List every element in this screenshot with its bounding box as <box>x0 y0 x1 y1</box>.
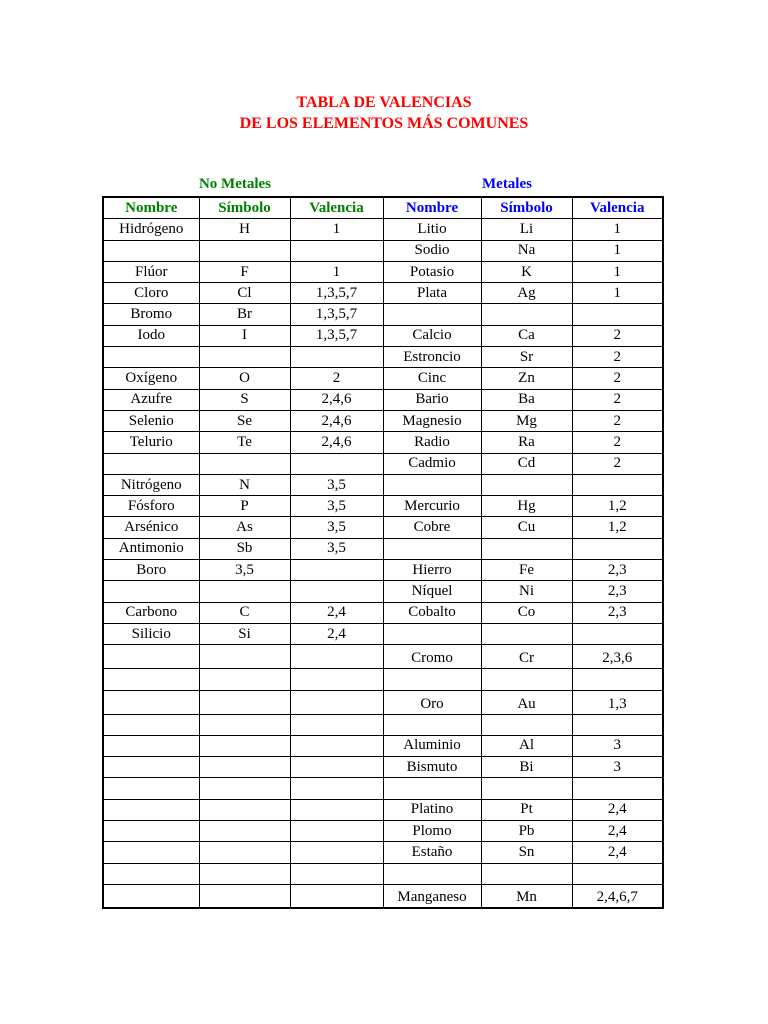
cell-simbolo-no-metal: N <box>199 474 290 495</box>
cell-valencia-metal <box>572 474 663 495</box>
cell-valencia-no-metal: 3,5 <box>290 474 383 495</box>
cell-simbolo-no-metal <box>199 690 290 714</box>
header-valencia-no-metales: Valencia <box>290 197 383 219</box>
cell-valencia-no-metal <box>290 645 383 669</box>
cell-simbolo-no-metal <box>199 714 290 735</box>
cell-simbolo-metal: Ba <box>481 389 572 410</box>
cell-simbolo-no-metal <box>199 799 290 820</box>
cell-nombre-no-metal: Antimonio <box>103 538 199 559</box>
table-row <box>103 690 663 714</box>
cell-simbolo-no-metal <box>199 347 290 368</box>
cell-simbolo-metal: Hg <box>481 496 572 517</box>
cell-simbolo-no-metal <box>199 453 290 474</box>
cell-simbolo-no-metal <box>199 778 290 799</box>
table-row <box>103 842 663 863</box>
cell-valencia-metal: 1 <box>572 283 663 304</box>
cell-valencia-metal <box>572 623 663 644</box>
cell-simbolo-no-metal: Te <box>199 432 290 453</box>
cell-valencia-metal <box>572 669 663 690</box>
cell-valencia-metal: 2 <box>572 389 663 410</box>
cell-simbolo-no-metal: H <box>199 219 290 240</box>
table-row <box>103 757 663 778</box>
cell-valencia-metal <box>572 863 663 884</box>
cell-simbolo-metal: Ni <box>481 581 572 602</box>
cell-nombre-no-metal <box>103 645 199 669</box>
cell-valencia-no-metal <box>290 347 383 368</box>
cell-valencia-metal: 1 <box>572 240 663 261</box>
cell-simbolo-no-metal <box>199 863 290 884</box>
cell-valencia-no-metal: 1 <box>290 261 383 282</box>
cell-valencia-no-metal <box>290 714 383 735</box>
cell-simbolo-metal <box>481 623 572 644</box>
no-metales-heading: No Metales <box>198 176 272 192</box>
cell-nombre-metal: Estaño <box>383 842 481 863</box>
cell-valencia-metal: 1,2 <box>572 496 663 517</box>
cell-nombre-metal: Calcio <box>383 325 481 346</box>
table-row <box>103 283 663 304</box>
cell-valencia-no-metal: 2,4,6 <box>290 432 383 453</box>
cell-nombre-metal: Mercurio <box>383 496 481 517</box>
cell-valencia-metal <box>572 304 663 325</box>
cell-nombre-no-metal: Nitrógeno <box>103 474 199 495</box>
cell-nombre-no-metal: Telurio <box>103 432 199 453</box>
cell-valencia-metal: 1 <box>572 219 663 240</box>
header-nombre-metales: Nombre <box>383 197 481 219</box>
cell-simbolo-metal: Al <box>481 735 572 756</box>
cell-nombre-metal: Hierro <box>383 560 481 581</box>
cell-valencia-no-metal: 3,5 <box>290 517 383 538</box>
header-valencia-metales: Valencia <box>572 197 663 219</box>
cell-simbolo-metal: Na <box>481 240 572 261</box>
cell-simbolo-metal: Zn <box>481 368 572 389</box>
table-row <box>103 410 663 431</box>
cell-simbolo-no-metal: P <box>199 496 290 517</box>
cell-simbolo-metal: Cd <box>481 453 572 474</box>
cell-valencia-no-metal: 1,3,5,7 <box>290 283 383 304</box>
cell-simbolo-metal: Ra <box>481 432 572 453</box>
cell-valencia-no-metal: 3,5 <box>290 538 383 559</box>
cell-nombre-metal <box>383 669 481 690</box>
cell-nombre-no-metal <box>103 884 199 908</box>
table-row <box>103 581 663 602</box>
cell-nombre-no-metal <box>103 240 199 261</box>
cell-valencia-metal: 1,2 <box>572 517 663 538</box>
cell-simbolo-metal: Pt <box>481 799 572 820</box>
cell-valencia-metal: 2,4 <box>572 821 663 842</box>
table-row <box>103 623 663 644</box>
cell-nombre-no-metal: Fósforo <box>103 496 199 517</box>
cell-simbolo-metal: Co <box>481 602 572 623</box>
cell-nombre-no-metal: Bromo <box>103 304 199 325</box>
cell-simbolo-no-metal: Br <box>199 304 290 325</box>
cell-simbolo-metal: Pb <box>481 821 572 842</box>
table-row <box>103 669 663 690</box>
cell-simbolo-metal: Au <box>481 690 572 714</box>
table-row <box>103 219 663 240</box>
table-body <box>103 219 663 909</box>
cell-nombre-metal: Radio <box>383 432 481 453</box>
cell-simbolo-no-metal <box>199 842 290 863</box>
cell-nombre-metal: Magnesio <box>383 410 481 431</box>
cell-nombre-no-metal: Boro <box>103 560 199 581</box>
cell-nombre-metal: Cadmio <box>383 453 481 474</box>
cell-nombre-metal <box>383 863 481 884</box>
cell-simbolo-metal <box>481 778 572 799</box>
cell-nombre-no-metal: Arsénico <box>103 517 199 538</box>
valencias-table <box>102 196 664 909</box>
cell-valencia-metal: 2,3 <box>572 560 663 581</box>
cell-nombre-metal: Oro <box>383 690 481 714</box>
cell-simbolo-metal: Cu <box>481 517 572 538</box>
cell-nombre-no-metal <box>103 714 199 735</box>
cell-valencia-no-metal: 1 <box>290 219 383 240</box>
cell-valencia-metal <box>572 778 663 799</box>
cell-valencia-metal: 3 <box>572 735 663 756</box>
header-simbolo-no-metales: Símbolo <box>199 197 290 219</box>
cell-valencia-no-metal <box>290 821 383 842</box>
cell-nombre-no-metal <box>103 453 199 474</box>
cell-valencia-metal: 1 <box>572 261 663 282</box>
cell-nombre-metal: Aluminio <box>383 735 481 756</box>
cell-simbolo-metal: Sn <box>481 842 572 863</box>
document-title-line1: TABLA DE VALENCIAS <box>296 94 472 111</box>
cell-simbolo-no-metal: C <box>199 602 290 623</box>
cell-simbolo-metal <box>481 538 572 559</box>
table-row <box>103 304 663 325</box>
table-row <box>103 884 663 908</box>
cell-nombre-no-metal: Hidrógeno <box>103 219 199 240</box>
cell-nombre-metal: Manganeso <box>383 884 481 908</box>
table-row <box>103 560 663 581</box>
cell-simbolo-no-metal: I <box>199 325 290 346</box>
cell-nombre-metal <box>383 714 481 735</box>
cell-nombre-metal: Estroncio <box>383 347 481 368</box>
cell-nombre-metal: Plomo <box>383 821 481 842</box>
cell-nombre-no-metal: Carbono <box>103 602 199 623</box>
cell-simbolo-no-metal <box>199 669 290 690</box>
cell-nombre-metal: Bismuto <box>383 757 481 778</box>
cell-valencia-metal: 2 <box>572 347 663 368</box>
cell-valencia-metal: 2 <box>572 432 663 453</box>
table-row <box>103 863 663 884</box>
cell-nombre-no-metal <box>103 778 199 799</box>
cell-simbolo-metal: Li <box>481 219 572 240</box>
cell-nombre-no-metal <box>103 799 199 820</box>
cell-nombre-no-metal <box>103 821 199 842</box>
cell-simbolo-metal: K <box>481 261 572 282</box>
cell-simbolo-no-metal: Sb <box>199 538 290 559</box>
cell-nombre-metal: Cromo <box>383 645 481 669</box>
cell-nombre-metal: Platino <box>383 799 481 820</box>
cell-nombre-metal <box>383 304 481 325</box>
metales-heading: Metales <box>482 176 532 192</box>
cell-valencia-no-metal: 2,4,6 <box>290 410 383 431</box>
cell-valencia-no-metal <box>290 799 383 820</box>
cell-simbolo-metal: Mn <box>481 884 572 908</box>
cell-nombre-metal <box>383 474 481 495</box>
cell-nombre-metal <box>383 538 481 559</box>
cell-valencia-metal: 2,4 <box>572 842 663 863</box>
cell-valencia-no-metal <box>290 842 383 863</box>
cell-valencia-no-metal: 2 <box>290 368 383 389</box>
cell-valencia-metal: 2 <box>572 410 663 431</box>
cell-valencia-no-metal <box>290 581 383 602</box>
table-row <box>103 368 663 389</box>
cell-nombre-no-metal <box>103 842 199 863</box>
cell-nombre-metal: Sodio <box>383 240 481 261</box>
table-row <box>103 602 663 623</box>
cell-valencia-metal: 1,3 <box>572 690 663 714</box>
cell-simbolo-metal <box>481 304 572 325</box>
cell-simbolo-no-metal <box>199 757 290 778</box>
cell-nombre-metal: Plata <box>383 283 481 304</box>
cell-valencia-metal: 2,3,6 <box>572 645 663 669</box>
table-row <box>103 821 663 842</box>
cell-valencia-metal: 2,4 <box>572 799 663 820</box>
cell-nombre-no-metal <box>103 347 199 368</box>
cell-simbolo-no-metal: Cl <box>199 283 290 304</box>
table-row <box>103 261 663 282</box>
cell-valencia-no-metal: 2,4 <box>290 602 383 623</box>
cell-valencia-metal <box>572 714 663 735</box>
cell-simbolo-no-metal <box>199 735 290 756</box>
cell-simbolo-no-metal <box>199 645 290 669</box>
cell-nombre-no-metal <box>103 581 199 602</box>
cell-simbolo-metal <box>481 714 572 735</box>
table-row <box>103 735 663 756</box>
table-header-row <box>103 197 663 219</box>
table-row <box>103 778 663 799</box>
document-title-line2: DE LOS ELEMENTOS MÁS COMUNES <box>239 115 529 132</box>
cell-valencia-no-metal: 3,5 <box>290 496 383 517</box>
header-simbolo-metales: Símbolo <box>481 197 572 219</box>
cell-valencia-no-metal <box>290 690 383 714</box>
cell-simbolo-metal <box>481 863 572 884</box>
table-row <box>103 645 663 669</box>
cell-simbolo-no-metal <box>199 884 290 908</box>
cell-nombre-no-metal: Oxígeno <box>103 368 199 389</box>
cell-nombre-no-metal: Iodo <box>103 325 199 346</box>
cell-valencia-metal <box>572 538 663 559</box>
cell-simbolo-metal: Fe <box>481 560 572 581</box>
cell-simbolo-metal: Mg <box>481 410 572 431</box>
table-row <box>103 453 663 474</box>
table-row <box>103 347 663 368</box>
table-row <box>103 474 663 495</box>
table-row <box>103 240 663 261</box>
cell-simbolo-metal: Cr <box>481 645 572 669</box>
cell-simbolo-metal <box>481 669 572 690</box>
cell-valencia-metal: 2 <box>572 325 663 346</box>
cell-nombre-no-metal <box>103 757 199 778</box>
cell-nombre-metal: Cobalto <box>383 602 481 623</box>
cell-valencia-no-metal <box>290 757 383 778</box>
cell-nombre-no-metal: Selenio <box>103 410 199 431</box>
cell-valencia-metal: 2,3 <box>572 581 663 602</box>
cell-valencia-metal: 3 <box>572 757 663 778</box>
cell-nombre-metal: Cobre <box>383 517 481 538</box>
cell-nombre-no-metal <box>103 690 199 714</box>
cell-simbolo-no-metal <box>199 821 290 842</box>
cell-simbolo-no-metal <box>199 581 290 602</box>
cell-nombre-no-metal: Flúor <box>103 261 199 282</box>
cell-simbolo-no-metal: F <box>199 261 290 282</box>
table-row <box>103 496 663 517</box>
table-row <box>103 389 663 410</box>
cell-simbolo-no-metal: Se <box>199 410 290 431</box>
cell-valencia-metal: 2,3 <box>572 602 663 623</box>
cell-nombre-no-metal <box>103 863 199 884</box>
table-row <box>103 325 663 346</box>
cell-valencia-no-metal <box>290 735 383 756</box>
cell-nombre-no-metal: Silicio <box>103 623 199 644</box>
cell-simbolo-metal <box>481 474 572 495</box>
cell-nombre-metal: Litio <box>383 219 481 240</box>
cell-valencia-no-metal <box>290 884 383 908</box>
cell-simbolo-metal: Bi <box>481 757 572 778</box>
cell-nombre-metal: Cinc <box>383 368 481 389</box>
cell-valencia-metal: 2 <box>572 368 663 389</box>
table-row <box>103 714 663 735</box>
cell-nombre-metal <box>383 778 481 799</box>
cell-simbolo-no-metal: S <box>199 389 290 410</box>
cell-simbolo-no-metal <box>199 240 290 261</box>
cell-nombre-no-metal <box>103 669 199 690</box>
cell-valencia-no-metal: 1,3,5,7 <box>290 304 383 325</box>
cell-simbolo-no-metal: 3,5 <box>199 560 290 581</box>
cell-simbolo-no-metal: O <box>199 368 290 389</box>
cell-valencia-metal: 2 <box>572 453 663 474</box>
cell-valencia-no-metal <box>290 669 383 690</box>
cell-valencia-no-metal: 2,4 <box>290 623 383 644</box>
cell-simbolo-metal: Sr <box>481 347 572 368</box>
cell-simbolo-no-metal: As <box>199 517 290 538</box>
cell-valencia-no-metal <box>290 453 383 474</box>
cell-nombre-no-metal: Azufre <box>103 389 199 410</box>
cell-nombre-metal: Bario <box>383 389 481 410</box>
table-row <box>103 538 663 559</box>
header-nombre-no-metales: Nombre <box>103 197 199 219</box>
cell-nombre-metal <box>383 623 481 644</box>
table-row <box>103 799 663 820</box>
cell-simbolo-no-metal: Si <box>199 623 290 644</box>
cell-valencia-no-metal: 2,4,6 <box>290 389 383 410</box>
cell-nombre-no-metal: Cloro <box>103 283 199 304</box>
table-row <box>103 432 663 453</box>
cell-valencia-metal: 2,4,6,7 <box>572 884 663 908</box>
cell-valencia-no-metal <box>290 560 383 581</box>
cell-valencia-no-metal: 1,3,5,7 <box>290 325 383 346</box>
cell-valencia-no-metal <box>290 863 383 884</box>
table-row <box>103 517 663 538</box>
cell-nombre-metal: Potasio <box>383 261 481 282</box>
cell-nombre-no-metal <box>103 735 199 756</box>
cell-nombre-metal: Níquel <box>383 581 481 602</box>
cell-simbolo-metal: Ag <box>481 283 572 304</box>
cell-simbolo-metal: Ca <box>481 325 572 346</box>
cell-valencia-no-metal <box>290 240 383 261</box>
cell-valencia-no-metal <box>290 778 383 799</box>
